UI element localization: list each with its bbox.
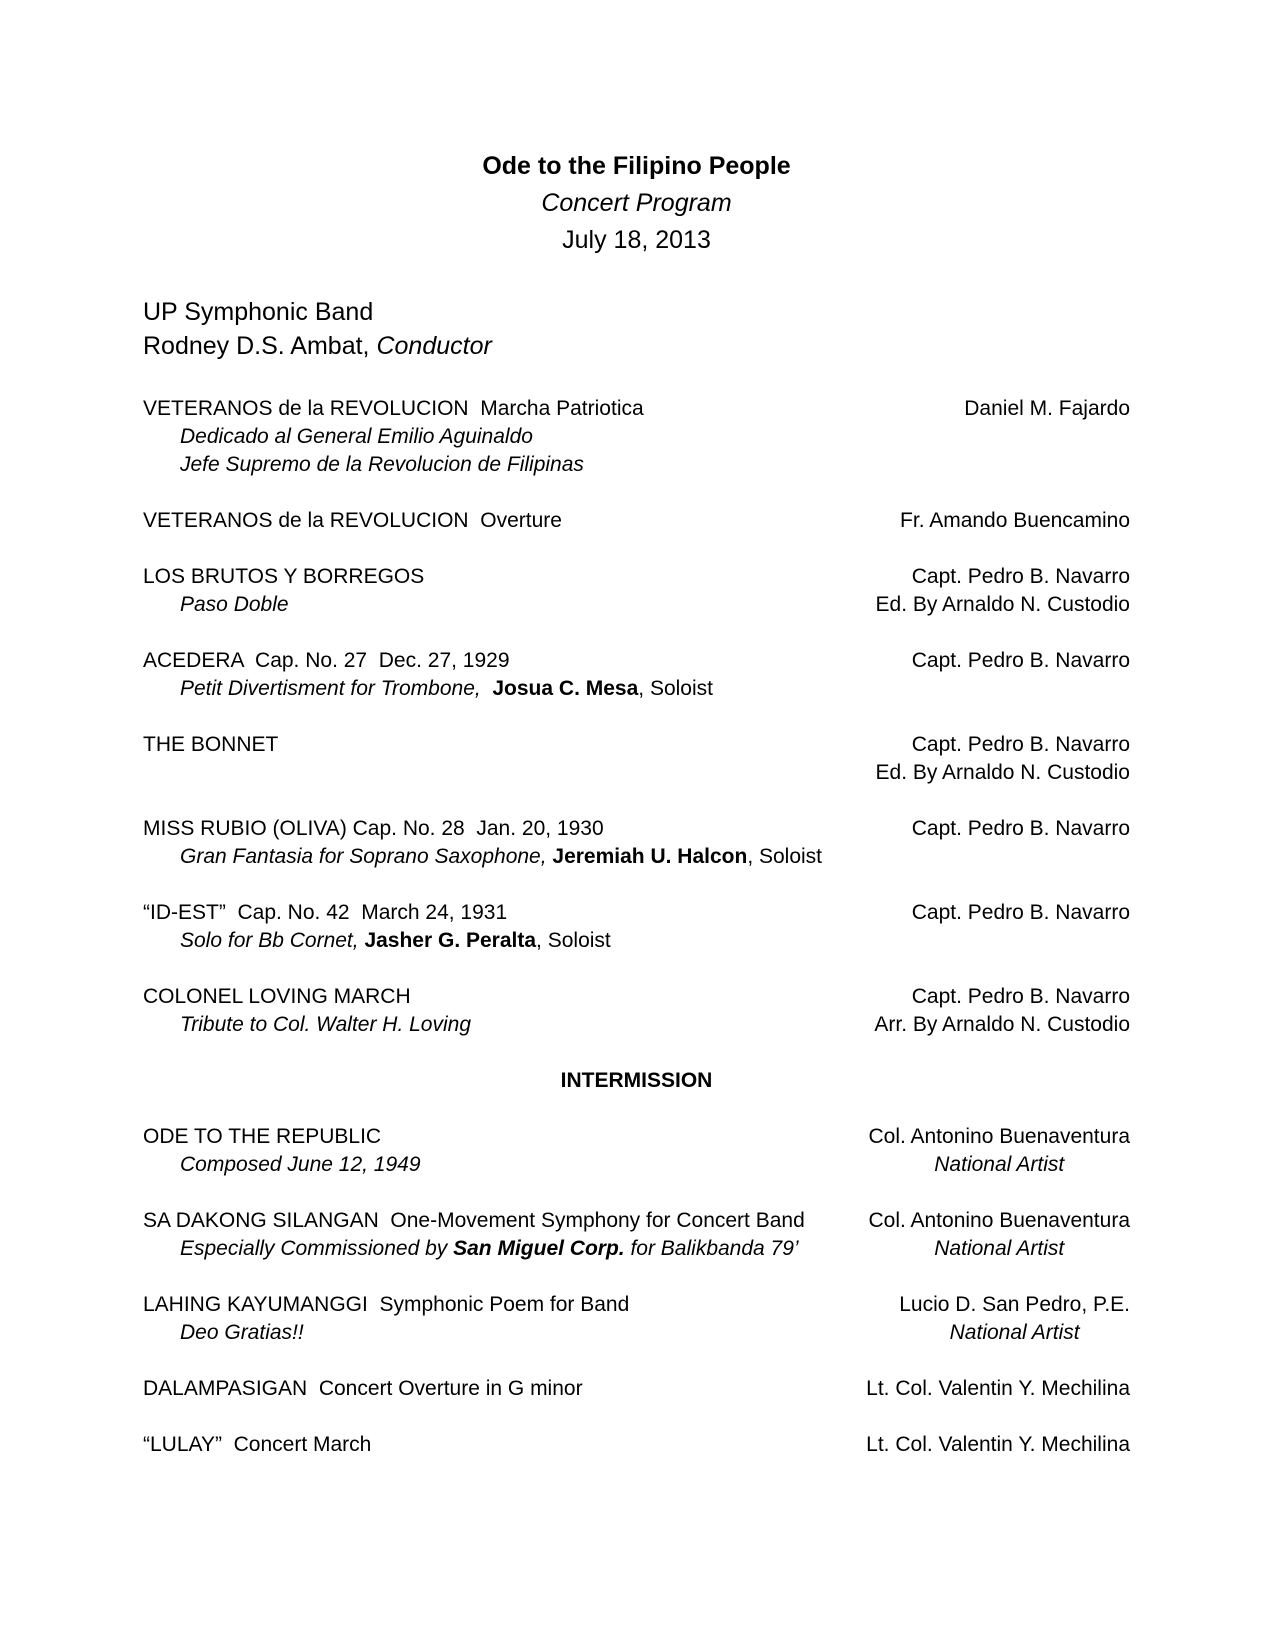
composer-credit: Capt. Pedro B. Navarro: [911, 649, 1130, 672]
conductor-name: Rodney D.S. Ambat,: [143, 332, 377, 360]
program-item: [143, 395, 1130, 479]
soloist-name: Jeremiah U. Halcon: [552, 845, 748, 868]
piece-title: LOS BRUTOS Y BORREGOS: [143, 565, 425, 588]
piece-title: DALAMPASIGAN Concert Overture in G minor: [143, 1377, 583, 1400]
program-item: [143, 563, 1130, 619]
program-item: [143, 731, 1130, 787]
editor-credit: Ed. By Arnaldo N. Custodio: [875, 593, 1130, 616]
piece-subtitle: [143, 927, 898, 955]
subtitle-segment: Petit Divertisment for Trombone,: [180, 677, 493, 700]
commissioner-name: San Miguel Corp.: [453, 1237, 625, 1260]
program-item: [143, 1291, 1130, 1347]
subtitle-segment: , Soloist: [638, 677, 713, 700]
piece-subtitle: Jefe Supremo de la Revolucion de Filipinas: [180, 453, 584, 476]
subtitle-segment: Gran Fantasia for Soprano Saxophone,: [180, 845, 553, 868]
piece-subtitle: Composed June 12, 1949: [180, 1153, 421, 1176]
piece-subtitle: [143, 843, 898, 871]
composer-credit: Capt. Pedro B. Navarro: [911, 565, 1130, 588]
composer-credit: Capt. Pedro B. Navarro: [911, 733, 1130, 756]
national-artist-label: National Artist: [934, 1153, 1065, 1176]
piece-subtitle: Tribute to Col. Walter H. Loving: [180, 1013, 472, 1036]
program-item: [143, 1207, 1130, 1263]
subtitle-segment: , Soloist: [747, 845, 823, 868]
program-list: [143, 395, 1130, 1459]
piece-subtitle: Paso Doble: [180, 593, 289, 616]
conductor-line: [143, 329, 1130, 363]
piece-title: ODE TO THE REPUBLIC: [143, 1125, 382, 1148]
composer-credit: Col. Antonino Buenaventura: [868, 1209, 1130, 1232]
concert-title: Ode to the Filipino People: [482, 152, 791, 180]
subtitle-segment: Especially Commissioned by: [180, 1237, 454, 1260]
soloist-name: Josua C. Mesa: [492, 677, 639, 700]
composer-credit: Capt. Pedro B. Navarro: [911, 985, 1130, 1008]
ensemble-block: [143, 295, 1130, 363]
program-item: [143, 1123, 1130, 1179]
conductor-role: Conductor: [376, 332, 492, 360]
piece-title: ACEDERA Cap. No. 27 Dec. 27, 1929: [143, 649, 510, 672]
composer-credit: Capt. Pedro B. Navarro: [911, 901, 1130, 924]
composer-credit: Fr. Amando Buencamino: [900, 509, 1130, 532]
composer-credit: Daniel M. Fajardo: [964, 397, 1130, 420]
ensemble-name: UP Symphonic Band: [143, 298, 374, 326]
piece-title: COLONEL LOVING MARCH: [143, 985, 411, 1008]
piece-title: “ID-EST” Cap. No. 42 March 24, 1931: [143, 901, 508, 924]
composer-credit: Lucio D. San Pedro, P.E.: [899, 1293, 1130, 1316]
composer-credit: Lt. Col. Valentin Y. Mechilina: [866, 1377, 1130, 1400]
piece-subtitle: Dedicado al General Emilio Aguinaldo: [180, 425, 533, 448]
piece-title: VETERANOS de la REVOLUCION Marcha Patriotica: [143, 397, 644, 420]
piece-title: MISS RUBIO (OLIVA) Cap. No. 28 Jan. 20, 1930: [143, 817, 604, 840]
program-item: [143, 815, 1130, 871]
editor-credit: Ed. By Arnaldo N. Custodio: [875, 761, 1130, 784]
piece-title: LAHING KAYUMANGGI Symphonic Poem for Band: [143, 1293, 630, 1316]
subtitle-segment: Solo for Bb Cornet,: [180, 929, 365, 952]
subtitle-segment: , Soloist: [536, 929, 611, 952]
intermission-label: INTERMISSION: [560, 1069, 713, 1092]
piece-subtitle: [143, 1235, 854, 1263]
program-item: [143, 899, 1130, 955]
soloist-name: Jasher G. Peralta: [364, 929, 537, 952]
piece-title: VETERANOS de la REVOLUCION Overture: [143, 509, 562, 532]
concert-date: July 18, 2013: [562, 226, 711, 254]
program-header: [143, 148, 1130, 259]
piece-subtitle: [143, 675, 898, 703]
national-artist-label: National Artist: [949, 1321, 1080, 1344]
composer-credit: Lt. Col. Valentin Y. Mechilina: [866, 1433, 1130, 1456]
piece-subtitle: Deo Gratias!!: [180, 1321, 304, 1344]
composer-credit: Col. Antonino Buenaventura: [868, 1125, 1130, 1148]
program-item: [143, 983, 1130, 1039]
arranger-credit: Arr. By Arnaldo N. Custodio: [874, 1013, 1130, 1036]
piece-title: SA DAKONG SILANGAN One-Movement Symphony for Concert Band: [143, 1209, 805, 1232]
composer-credit: Capt. Pedro B. Navarro: [911, 817, 1130, 840]
subtitle-segment: for Balikbanda 79’: [624, 1237, 799, 1260]
piece-title: “LULAY” Concert March: [143, 1433, 372, 1456]
piece-title: THE BONNET: [143, 733, 279, 756]
program-item: [143, 507, 1130, 535]
concert-subtitle: Concert Program: [541, 189, 732, 217]
program-item: [143, 1431, 1130, 1459]
program-item: [143, 1375, 1130, 1403]
national-artist-label: National Artist: [934, 1237, 1065, 1260]
program-item: [143, 647, 1130, 703]
